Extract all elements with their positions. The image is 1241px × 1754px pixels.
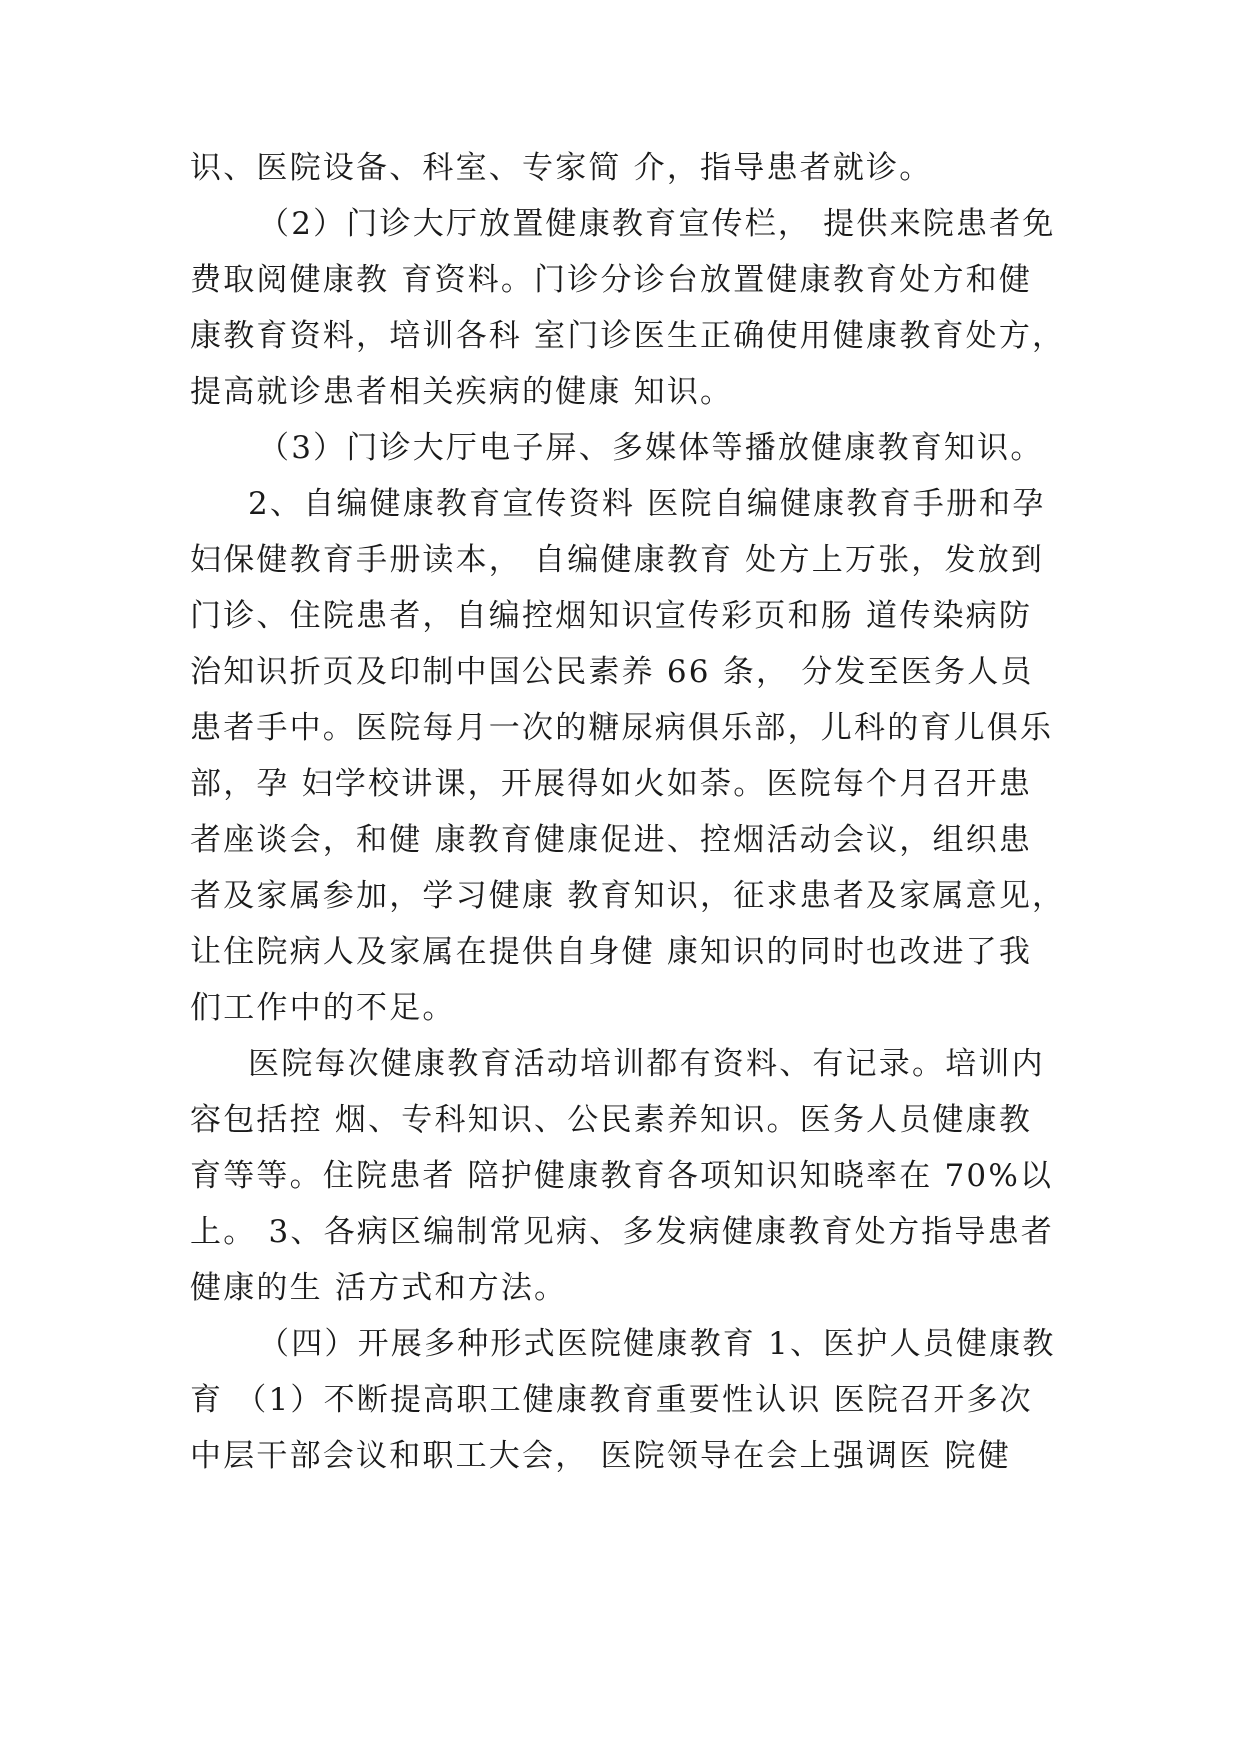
text-line: 上。 3、各病区编制常见病、多发病健康教育处方指导患者 bbox=[190, 1214, 1054, 1250]
text-line: 患者手中。医院每月一次的糖尿病俱乐部，儿科的育儿俱乐 bbox=[190, 710, 1054, 746]
text-line: （四）开展多种形式医院健康教育 1、医护人员健康教 bbox=[258, 1326, 1056, 1362]
text-line: 提高就诊患者相关疾病的健康 知识。 bbox=[190, 374, 734, 410]
text-line: 者及家属参加，学习健康 教育知识，征求患者及家属意见， bbox=[190, 878, 1066, 914]
text-line: 们工作中的不足。 bbox=[190, 990, 456, 1026]
text-line: 医院每次健康教育活动培训都有资料、有记录。培训内 bbox=[248, 1046, 1045, 1082]
text-line: 育 （1）不断提高职工健康教育重要性认识 医院召开多次 bbox=[190, 1382, 1033, 1418]
text-line: 中层干部会议和职工大会， 医院领导在会上强调医 院健 bbox=[190, 1438, 1011, 1474]
text-line: 健康的生 活方式和方法。 bbox=[190, 1270, 568, 1306]
text-line: 门诊、住院患者，自编控烟知识宣传彩页和肠 道传染病防 bbox=[190, 598, 1033, 634]
text-line: 育等等。住院患者 陪护健康教育各项知识知晓率在 70%以 bbox=[190, 1158, 1054, 1194]
text-line: 2、自编健康教育宣传资料 医院自编健康教育手册和孕 bbox=[248, 486, 1046, 522]
text-line: 费取阅健康教 育资料。门诊分诊台放置健康教育处方和健 bbox=[190, 262, 1033, 298]
text-line: （2）门诊大厅放置健康教育宣传栏， 提供来院患者免 bbox=[258, 206, 1056, 242]
text-line: （3）门诊大厅电子屏、多媒体等播放健康教育知识。 bbox=[258, 430, 1044, 466]
text-line: 让住院病人及家属在提供自身健 康知识的同时也改进了我 bbox=[190, 934, 1033, 970]
text-line: 容包括控 烟、专科知识、公民素养知识。医务人员健康教 bbox=[190, 1102, 1033, 1138]
text-line: 者座谈会，和健 康教育健康促进、控烟活动会议，组织患 bbox=[190, 822, 1033, 858]
text-line: 妇保健教育手册读本， 自编健康教育 处方上万张，发放到 bbox=[190, 542, 1045, 578]
text-line: 识、医院设备、科室、专家简 介，指导患者就诊。 bbox=[190, 150, 933, 186]
text-line: 治知识折页及印制中国公民素养 66 条， 分发至医务人员 bbox=[190, 654, 1034, 690]
text-line: 部，孕 妇学校讲课，开展得如火如荼。医院每个月召开患 bbox=[190, 766, 1033, 802]
text-line: 康教育资料，培训各科 室门诊医生正确使用健康教育处方， bbox=[190, 318, 1066, 354]
